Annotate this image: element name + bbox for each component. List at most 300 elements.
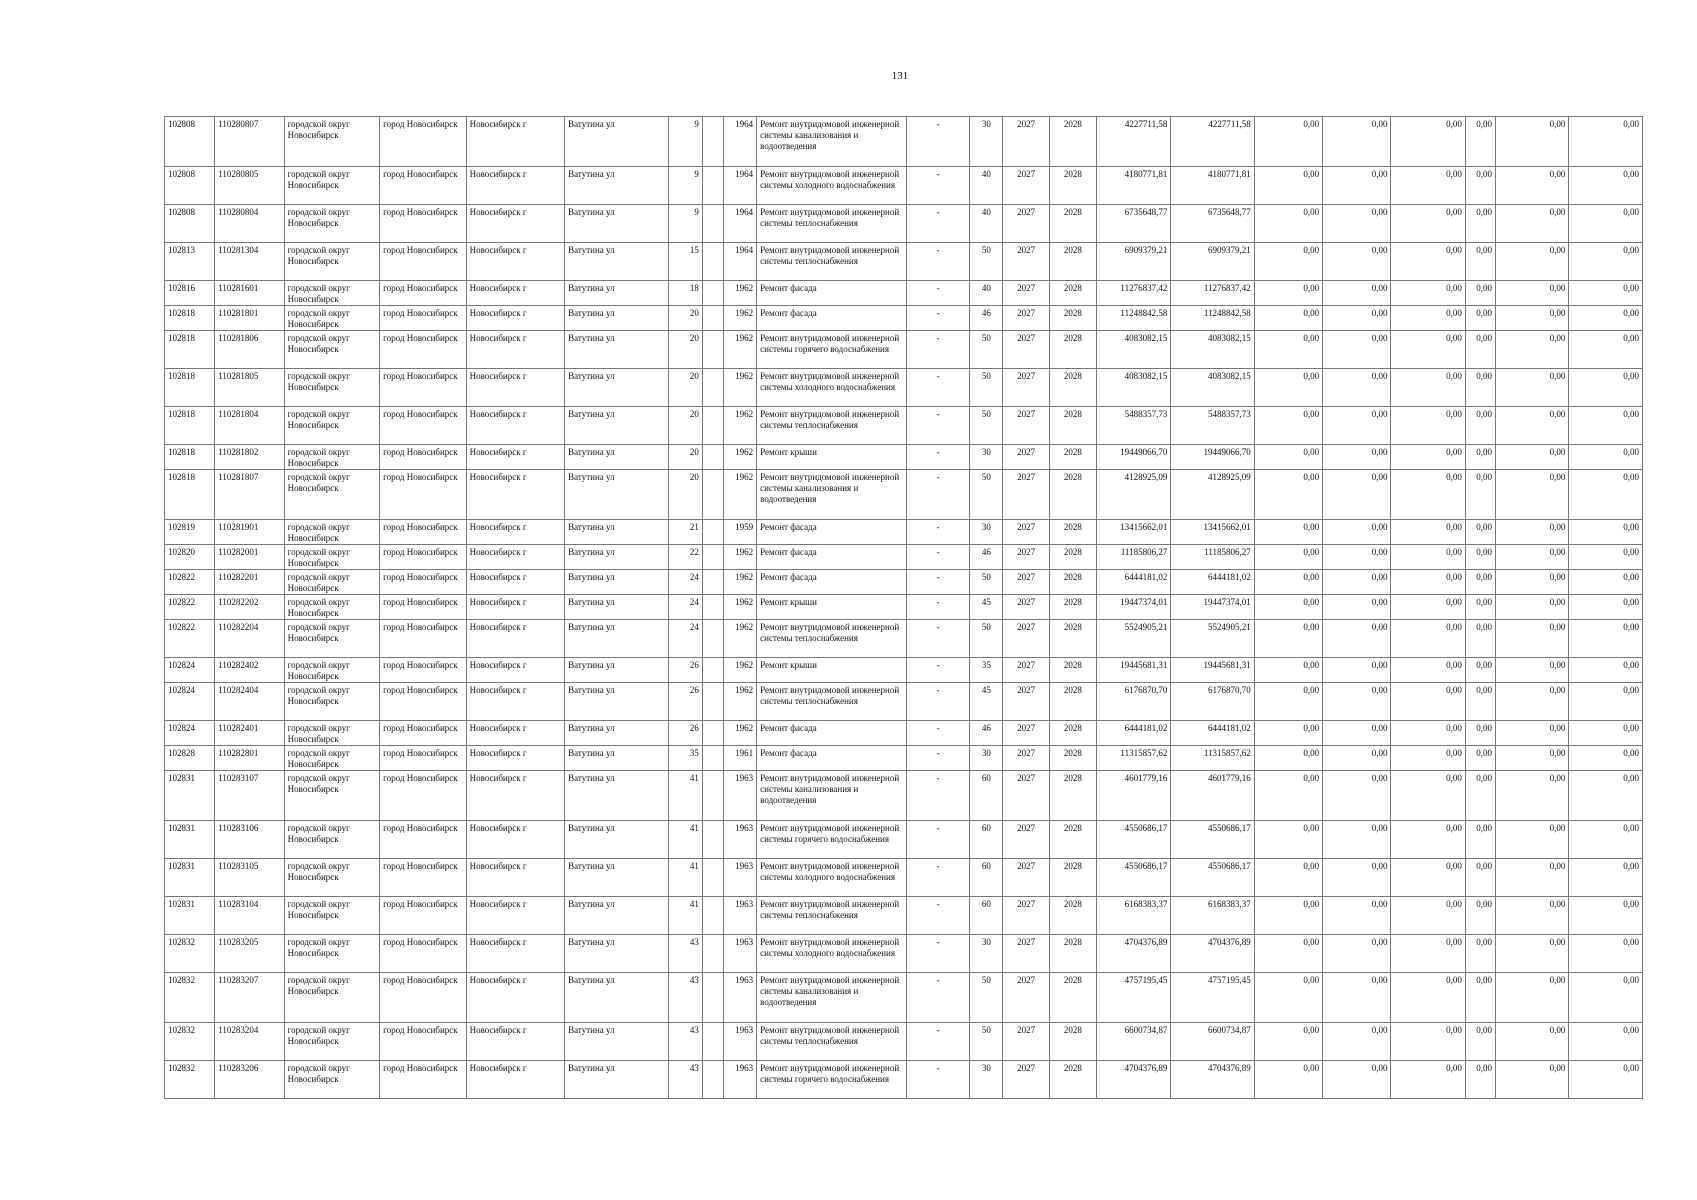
- house-number-cell: 41: [668, 859, 702, 897]
- street-cell: Ватутина ул: [565, 545, 669, 570]
- work-type-cell: Ремонт внутридомовой инженерной системы горячего водоснабжения: [757, 1061, 907, 1099]
- municipality-cell: городской округ Новосибирск: [284, 545, 380, 570]
- budget-cell-5: 0,00: [1496, 935, 1569, 973]
- fund-cost-cell: 4550686,17: [1171, 859, 1254, 897]
- municipality-cell: городской округ Новосибирск: [284, 746, 380, 771]
- element-id-cell: 110282401: [215, 721, 284, 746]
- locality-cell: Новосибирск г: [466, 821, 565, 859]
- house-number-cell: 20: [668, 306, 702, 331]
- budget-cell-5: 0,00: [1496, 721, 1569, 746]
- year-end-cell: 2028: [1049, 306, 1096, 331]
- budget-cell-2: 0,00: [1323, 746, 1391, 771]
- dash-cell: -: [906, 445, 969, 470]
- year-start-cell: 2027: [1003, 1023, 1049, 1061]
- house-number-cell: 18: [668, 281, 702, 306]
- dash-cell: -: [906, 243, 969, 281]
- table-row: [165, 771, 1643, 821]
- locality-cell: Новосибирск г: [466, 973, 565, 1023]
- municipality-cell: городской округ Новосибирск: [284, 1023, 380, 1061]
- house-number-cell: 41: [668, 821, 702, 859]
- settlement-cell: город Новосибирск: [380, 859, 466, 897]
- wear-cell: 60: [970, 897, 1003, 935]
- budget-cell-3: 0,00: [1391, 746, 1465, 771]
- settlement-cell: город Новосибирск: [380, 935, 466, 973]
- locality-cell: Новосибирск г: [466, 935, 565, 973]
- budget-cell-2: 0,00: [1323, 205, 1391, 243]
- element-id-cell: 110281802: [215, 445, 284, 470]
- year-start-cell: 2027: [1003, 407, 1049, 445]
- work-type-cell: Ремонт внутридомовой инженерной системы холодного водоснабжения: [757, 859, 907, 897]
- year-start-cell: 2027: [1003, 935, 1049, 973]
- building-cell: [702, 859, 723, 897]
- house-id-cell: 102832: [165, 935, 215, 973]
- dash-cell: -: [906, 897, 969, 935]
- budget-cell-4: 0,00: [1465, 658, 1495, 683]
- build-year-cell: 1962: [723, 545, 756, 570]
- work-type-cell: Ремонт фасада: [757, 746, 907, 771]
- settlement-cell: город Новосибирск: [380, 243, 466, 281]
- house-number-cell: 20: [668, 470, 702, 520]
- dash-cell: -: [906, 167, 969, 205]
- budget-cell-4: 0,00: [1465, 369, 1495, 407]
- table-row: [165, 243, 1643, 281]
- locality-cell: Новосибирск г: [466, 470, 565, 520]
- budget-cell-6: 0,00: [1569, 243, 1643, 281]
- budget-cell-5: 0,00: [1496, 306, 1569, 331]
- budget-cell-1: 0,00: [1254, 570, 1322, 595]
- total-cost-cell: 4550686,17: [1096, 821, 1170, 859]
- fund-cost-cell: 6444181,02: [1171, 570, 1254, 595]
- locality-cell: Новосибирск г: [466, 167, 565, 205]
- budget-cell-3: 0,00: [1391, 117, 1465, 167]
- dash-cell: -: [906, 620, 969, 658]
- work-type-cell: Ремонт крыши: [757, 445, 907, 470]
- budget-cell-4: 0,00: [1465, 117, 1495, 167]
- total-cost-cell: 4757195,45: [1096, 973, 1170, 1023]
- settlement-cell: город Новосибирск: [380, 407, 466, 445]
- dash-cell: -: [906, 1061, 969, 1099]
- work-type-cell: Ремонт внутридомовой инженерной системы теплоснабжения: [757, 243, 907, 281]
- dash-cell: -: [906, 595, 969, 620]
- budget-cell-3: 0,00: [1391, 683, 1465, 721]
- year-end-cell: 2028: [1049, 331, 1096, 369]
- budget-cell-4: 0,00: [1465, 570, 1495, 595]
- budget-cell-5: 0,00: [1496, 620, 1569, 658]
- wear-cell: 30: [970, 117, 1003, 167]
- budget-cell-4: 0,00: [1465, 520, 1495, 545]
- table-row: [165, 897, 1643, 935]
- table-row: [165, 570, 1643, 595]
- budget-cell-6: 0,00: [1569, 658, 1643, 683]
- year-start-cell: 2027: [1003, 859, 1049, 897]
- wear-cell: 50: [970, 1023, 1003, 1061]
- settlement-cell: город Новосибирск: [380, 1023, 466, 1061]
- locality-cell: Новосибирск г: [466, 281, 565, 306]
- house-id-cell: 102832: [165, 973, 215, 1023]
- wear-cell: 40: [970, 205, 1003, 243]
- building-cell: [702, 520, 723, 545]
- settlement-cell: город Новосибирск: [380, 281, 466, 306]
- build-year-cell: 1963: [723, 897, 756, 935]
- wear-cell: 45: [970, 595, 1003, 620]
- build-year-cell: 1964: [723, 167, 756, 205]
- year-start-cell: 2027: [1003, 683, 1049, 721]
- element-id-cell: 110283104: [215, 897, 284, 935]
- house-number-cell: 26: [668, 683, 702, 721]
- budget-cell-5: 0,00: [1496, 520, 1569, 545]
- building-cell: [702, 595, 723, 620]
- fund-cost-cell: 4757195,45: [1171, 973, 1254, 1023]
- budget-cell-3: 0,00: [1391, 167, 1465, 205]
- budget-cell-1: 0,00: [1254, 306, 1322, 331]
- house-number-cell: 20: [668, 407, 702, 445]
- element-id-cell: 110283205: [215, 935, 284, 973]
- locality-cell: Новосибирск г: [466, 205, 565, 243]
- total-cost-cell: 4180771,81: [1096, 167, 1170, 205]
- budget-cell-2: 0,00: [1323, 973, 1391, 1023]
- budget-cell-1: 0,00: [1254, 545, 1322, 570]
- work-type-cell: Ремонт фасада: [757, 721, 907, 746]
- house-id-cell: 102818: [165, 369, 215, 407]
- year-end-cell: 2028: [1049, 570, 1096, 595]
- fund-cost-cell: 4227711,58: [1171, 117, 1254, 167]
- municipality-cell: городской округ Новосибирск: [284, 167, 380, 205]
- year-end-cell: 2028: [1049, 973, 1096, 1023]
- house-id-cell: 102818: [165, 331, 215, 369]
- year-end-cell: 2028: [1049, 683, 1096, 721]
- build-year-cell: 1962: [723, 445, 756, 470]
- budget-cell-5: 0,00: [1496, 973, 1569, 1023]
- fund-cost-cell: 11276837,42: [1171, 281, 1254, 306]
- budget-cell-3: 0,00: [1391, 859, 1465, 897]
- locality-cell: Новосибирск г: [466, 658, 565, 683]
- build-year-cell: 1962: [723, 306, 756, 331]
- street-cell: Ватутина ул: [565, 1061, 669, 1099]
- dash-cell: -: [906, 407, 969, 445]
- budget-cell-1: 0,00: [1254, 595, 1322, 620]
- budget-cell-2: 0,00: [1323, 243, 1391, 281]
- total-cost-cell: 5488357,73: [1096, 407, 1170, 445]
- street-cell: Ватутина ул: [565, 205, 669, 243]
- street-cell: Ватутина ул: [565, 595, 669, 620]
- locality-cell: Новосибирск г: [466, 331, 565, 369]
- dash-cell: -: [906, 331, 969, 369]
- table-row: [165, 520, 1643, 545]
- budget-cell-6: 0,00: [1569, 331, 1643, 369]
- year-start-cell: 2027: [1003, 470, 1049, 520]
- street-cell: Ватутина ул: [565, 683, 669, 721]
- house-id-cell: 102818: [165, 407, 215, 445]
- element-id-cell: 110283106: [215, 821, 284, 859]
- total-cost-cell: 4601779,16: [1096, 771, 1170, 821]
- budget-cell-1: 0,00: [1254, 281, 1322, 306]
- budget-cell-6: 0,00: [1569, 167, 1643, 205]
- work-type-cell: Ремонт внутридомовой инженерной системы холодного водоснабжения: [757, 369, 907, 407]
- house-number-cell: 43: [668, 973, 702, 1023]
- house-number-cell: 43: [668, 1061, 702, 1099]
- street-cell: Ватутина ул: [565, 935, 669, 973]
- work-type-cell: Ремонт внутридомовой инженерной системы теплоснабжения: [757, 1023, 907, 1061]
- fund-cost-cell: 19449066,70: [1171, 445, 1254, 470]
- dash-cell: -: [906, 859, 969, 897]
- table-row: [165, 306, 1643, 331]
- budget-cell-6: 0,00: [1569, 897, 1643, 935]
- repair-register-table: [164, 116, 1643, 1099]
- house-id-cell: 102820: [165, 545, 215, 570]
- budget-cell-3: 0,00: [1391, 595, 1465, 620]
- total-cost-cell: 4083082,15: [1096, 331, 1170, 369]
- budget-cell-4: 0,00: [1465, 167, 1495, 205]
- locality-cell: Новосибирск г: [466, 306, 565, 331]
- settlement-cell: город Новосибирск: [380, 369, 466, 407]
- municipality-cell: городской округ Новосибирск: [284, 205, 380, 243]
- wear-cell: 60: [970, 821, 1003, 859]
- fund-cost-cell: 13415662,01: [1171, 520, 1254, 545]
- year-start-cell: 2027: [1003, 973, 1049, 1023]
- settlement-cell: город Новосибирск: [380, 683, 466, 721]
- budget-cell-5: 0,00: [1496, 595, 1569, 620]
- house-number-cell: 20: [668, 331, 702, 369]
- total-cost-cell: 6168383,37: [1096, 897, 1170, 935]
- house-id-cell: 102813: [165, 243, 215, 281]
- total-cost-cell: 4227711,58: [1096, 117, 1170, 167]
- work-type-cell: Ремонт внутридомовой инженерной системы холодного водоснабжения: [757, 167, 907, 205]
- wear-cell: 50: [970, 369, 1003, 407]
- locality-cell: Новосибирск г: [466, 570, 565, 595]
- house-number-cell: 41: [668, 897, 702, 935]
- wear-cell: 40: [970, 281, 1003, 306]
- building-cell: [702, 821, 723, 859]
- build-year-cell: 1962: [723, 595, 756, 620]
- wear-cell: 46: [970, 721, 1003, 746]
- budget-cell-5: 0,00: [1496, 1061, 1569, 1099]
- dash-cell: -: [906, 570, 969, 595]
- building-cell: [702, 243, 723, 281]
- building-cell: [702, 445, 723, 470]
- building-cell: [702, 545, 723, 570]
- house-number-cell: 26: [668, 658, 702, 683]
- work-type-cell: Ремонт фасада: [757, 281, 907, 306]
- budget-cell-6: 0,00: [1569, 821, 1643, 859]
- total-cost-cell: 6444181,02: [1096, 721, 1170, 746]
- wear-cell: 46: [970, 545, 1003, 570]
- dash-cell: -: [906, 545, 969, 570]
- budget-cell-2: 0,00: [1323, 407, 1391, 445]
- budget-cell-1: 0,00: [1254, 771, 1322, 821]
- building-cell: [702, 935, 723, 973]
- year-start-cell: 2027: [1003, 771, 1049, 821]
- budget-cell-4: 0,00: [1465, 771, 1495, 821]
- wear-cell: 50: [970, 331, 1003, 369]
- municipality-cell: городской округ Новосибирск: [284, 859, 380, 897]
- locality-cell: Новосибирск г: [466, 117, 565, 167]
- building-cell: [702, 897, 723, 935]
- budget-cell-1: 0,00: [1254, 331, 1322, 369]
- budget-cell-5: 0,00: [1496, 445, 1569, 470]
- street-cell: Ватутина ул: [565, 1023, 669, 1061]
- settlement-cell: город Новосибирск: [380, 306, 466, 331]
- street-cell: Ватутина ул: [565, 721, 669, 746]
- locality-cell: Новосибирск г: [466, 859, 565, 897]
- year-start-cell: 2027: [1003, 167, 1049, 205]
- settlement-cell: город Новосибирск: [380, 205, 466, 243]
- year-start-cell: 2027: [1003, 281, 1049, 306]
- year-start-cell: 2027: [1003, 721, 1049, 746]
- budget-cell-2: 0,00: [1323, 117, 1391, 167]
- house-id-cell: 102818: [165, 470, 215, 520]
- budget-cell-5: 0,00: [1496, 545, 1569, 570]
- budget-cell-3: 0,00: [1391, 445, 1465, 470]
- wear-cell: 40: [970, 167, 1003, 205]
- element-id-cell: 110282404: [215, 683, 284, 721]
- budget-cell-1: 0,00: [1254, 243, 1322, 281]
- year-end-cell: 2028: [1049, 658, 1096, 683]
- house-id-cell: 102828: [165, 746, 215, 771]
- element-id-cell: 110280807: [215, 117, 284, 167]
- table-row: [165, 1061, 1643, 1099]
- budget-cell-1: 0,00: [1254, 117, 1322, 167]
- locality-cell: Новосибирск г: [466, 545, 565, 570]
- house-number-cell: 21: [668, 520, 702, 545]
- budget-cell-2: 0,00: [1323, 369, 1391, 407]
- total-cost-cell: 5524905,21: [1096, 620, 1170, 658]
- street-cell: Ватутина ул: [565, 243, 669, 281]
- street-cell: Ватутина ул: [565, 306, 669, 331]
- street-cell: Ватутина ул: [565, 470, 669, 520]
- dash-cell: -: [906, 117, 969, 167]
- dash-cell: -: [906, 470, 969, 520]
- dash-cell: -: [906, 821, 969, 859]
- budget-cell-1: 0,00: [1254, 1023, 1322, 1061]
- dash-cell: -: [906, 520, 969, 545]
- budget-cell-4: 0,00: [1465, 545, 1495, 570]
- budget-cell-6: 0,00: [1569, 1023, 1643, 1061]
- wear-cell: 50: [970, 407, 1003, 445]
- street-cell: Ватутина ул: [565, 167, 669, 205]
- table-row: [165, 595, 1643, 620]
- build-year-cell: 1962: [723, 570, 756, 595]
- budget-cell-6: 0,00: [1569, 620, 1643, 658]
- dash-cell: -: [906, 1023, 969, 1061]
- fund-cost-cell: 4128925,09: [1171, 470, 1254, 520]
- street-cell: Ватутина ул: [565, 771, 669, 821]
- budget-cell-4: 0,00: [1465, 306, 1495, 331]
- dash-cell: -: [906, 281, 969, 306]
- street-cell: Ватутина ул: [565, 407, 669, 445]
- wear-cell: 30: [970, 520, 1003, 545]
- budget-cell-4: 0,00: [1465, 1061, 1495, 1099]
- municipality-cell: городской округ Новосибирск: [284, 595, 380, 620]
- budget-cell-4: 0,00: [1465, 897, 1495, 935]
- year-end-cell: 2028: [1049, 281, 1096, 306]
- year-end-cell: 2028: [1049, 470, 1096, 520]
- work-type-cell: Ремонт внутридомовой инженерной системы канализования и водоотведения: [757, 117, 907, 167]
- work-type-cell: Ремонт внутридомовой инженерной системы теплоснабжения: [757, 205, 907, 243]
- municipality-cell: городской округ Новосибирск: [284, 445, 380, 470]
- budget-cell-3: 0,00: [1391, 1061, 1465, 1099]
- year-end-cell: 2028: [1049, 935, 1096, 973]
- budget-cell-6: 0,00: [1569, 570, 1643, 595]
- street-cell: Ватутина ул: [565, 331, 669, 369]
- total-cost-cell: 6176870,70: [1096, 683, 1170, 721]
- table-row: [165, 746, 1643, 771]
- budget-cell-3: 0,00: [1391, 771, 1465, 821]
- locality-cell: Новосибирск г: [466, 407, 565, 445]
- year-end-cell: 2028: [1049, 746, 1096, 771]
- element-id-cell: 110283207: [215, 973, 284, 1023]
- element-id-cell: 110282204: [215, 620, 284, 658]
- municipality-cell: городской округ Новосибирск: [284, 117, 380, 167]
- municipality-cell: городской округ Новосибирск: [284, 973, 380, 1023]
- work-type-cell: Ремонт фасада: [757, 520, 907, 545]
- budget-cell-1: 0,00: [1254, 1061, 1322, 1099]
- settlement-cell: город Новосибирск: [380, 595, 466, 620]
- municipality-cell: городской округ Новосибирск: [284, 470, 380, 520]
- municipality-cell: городской округ Новосибирск: [284, 1061, 380, 1099]
- budget-cell-2: 0,00: [1323, 897, 1391, 935]
- table-row: [165, 620, 1643, 658]
- budget-cell-2: 0,00: [1323, 935, 1391, 973]
- year-end-cell: 2028: [1049, 205, 1096, 243]
- table-row: [165, 721, 1643, 746]
- budget-cell-1: 0,00: [1254, 721, 1322, 746]
- budget-cell-6: 0,00: [1569, 746, 1643, 771]
- house-id-cell: 102822: [165, 570, 215, 595]
- municipality-cell: городской округ Новосибирск: [284, 331, 380, 369]
- street-cell: Ватутина ул: [565, 821, 669, 859]
- fund-cost-cell: 6600734,87: [1171, 1023, 1254, 1061]
- budget-cell-6: 0,00: [1569, 859, 1643, 897]
- budget-cell-6: 0,00: [1569, 470, 1643, 520]
- year-start-cell: 2027: [1003, 117, 1049, 167]
- total-cost-cell: 4550686,17: [1096, 859, 1170, 897]
- dash-cell: -: [906, 935, 969, 973]
- year-end-cell: 2028: [1049, 167, 1096, 205]
- work-type-cell: Ремонт фасада: [757, 545, 907, 570]
- year-end-cell: 2028: [1049, 445, 1096, 470]
- budget-cell-5: 0,00: [1496, 281, 1569, 306]
- budget-cell-4: 0,00: [1465, 470, 1495, 520]
- fund-cost-cell: 4550686,17: [1171, 821, 1254, 859]
- budget-cell-1: 0,00: [1254, 407, 1322, 445]
- build-year-cell: 1962: [723, 620, 756, 658]
- budget-cell-3: 0,00: [1391, 620, 1465, 658]
- total-cost-cell: 6600734,87: [1096, 1023, 1170, 1061]
- budget-cell-4: 0,00: [1465, 973, 1495, 1023]
- building-cell: [702, 167, 723, 205]
- budget-cell-3: 0,00: [1391, 243, 1465, 281]
- building-cell: [702, 331, 723, 369]
- element-id-cell: 110280805: [215, 167, 284, 205]
- budget-cell-1: 0,00: [1254, 683, 1322, 721]
- street-cell: Ватутина ул: [565, 520, 669, 545]
- budget-cell-4: 0,00: [1465, 859, 1495, 897]
- budget-cell-5: 0,00: [1496, 683, 1569, 721]
- wear-cell: 35: [970, 658, 1003, 683]
- total-cost-cell: 13415662,01: [1096, 520, 1170, 545]
- year-start-cell: 2027: [1003, 331, 1049, 369]
- budget-cell-6: 0,00: [1569, 1061, 1643, 1099]
- street-cell: Ватутина ул: [565, 859, 669, 897]
- dash-cell: -: [906, 205, 969, 243]
- wear-cell: 50: [970, 570, 1003, 595]
- total-cost-cell: 11315857,62: [1096, 746, 1170, 771]
- element-id-cell: 110283206: [215, 1061, 284, 1099]
- total-cost-cell: 4083082,15: [1096, 369, 1170, 407]
- budget-cell-3: 0,00: [1391, 935, 1465, 973]
- build-year-cell: 1962: [723, 369, 756, 407]
- settlement-cell: город Новосибирск: [380, 445, 466, 470]
